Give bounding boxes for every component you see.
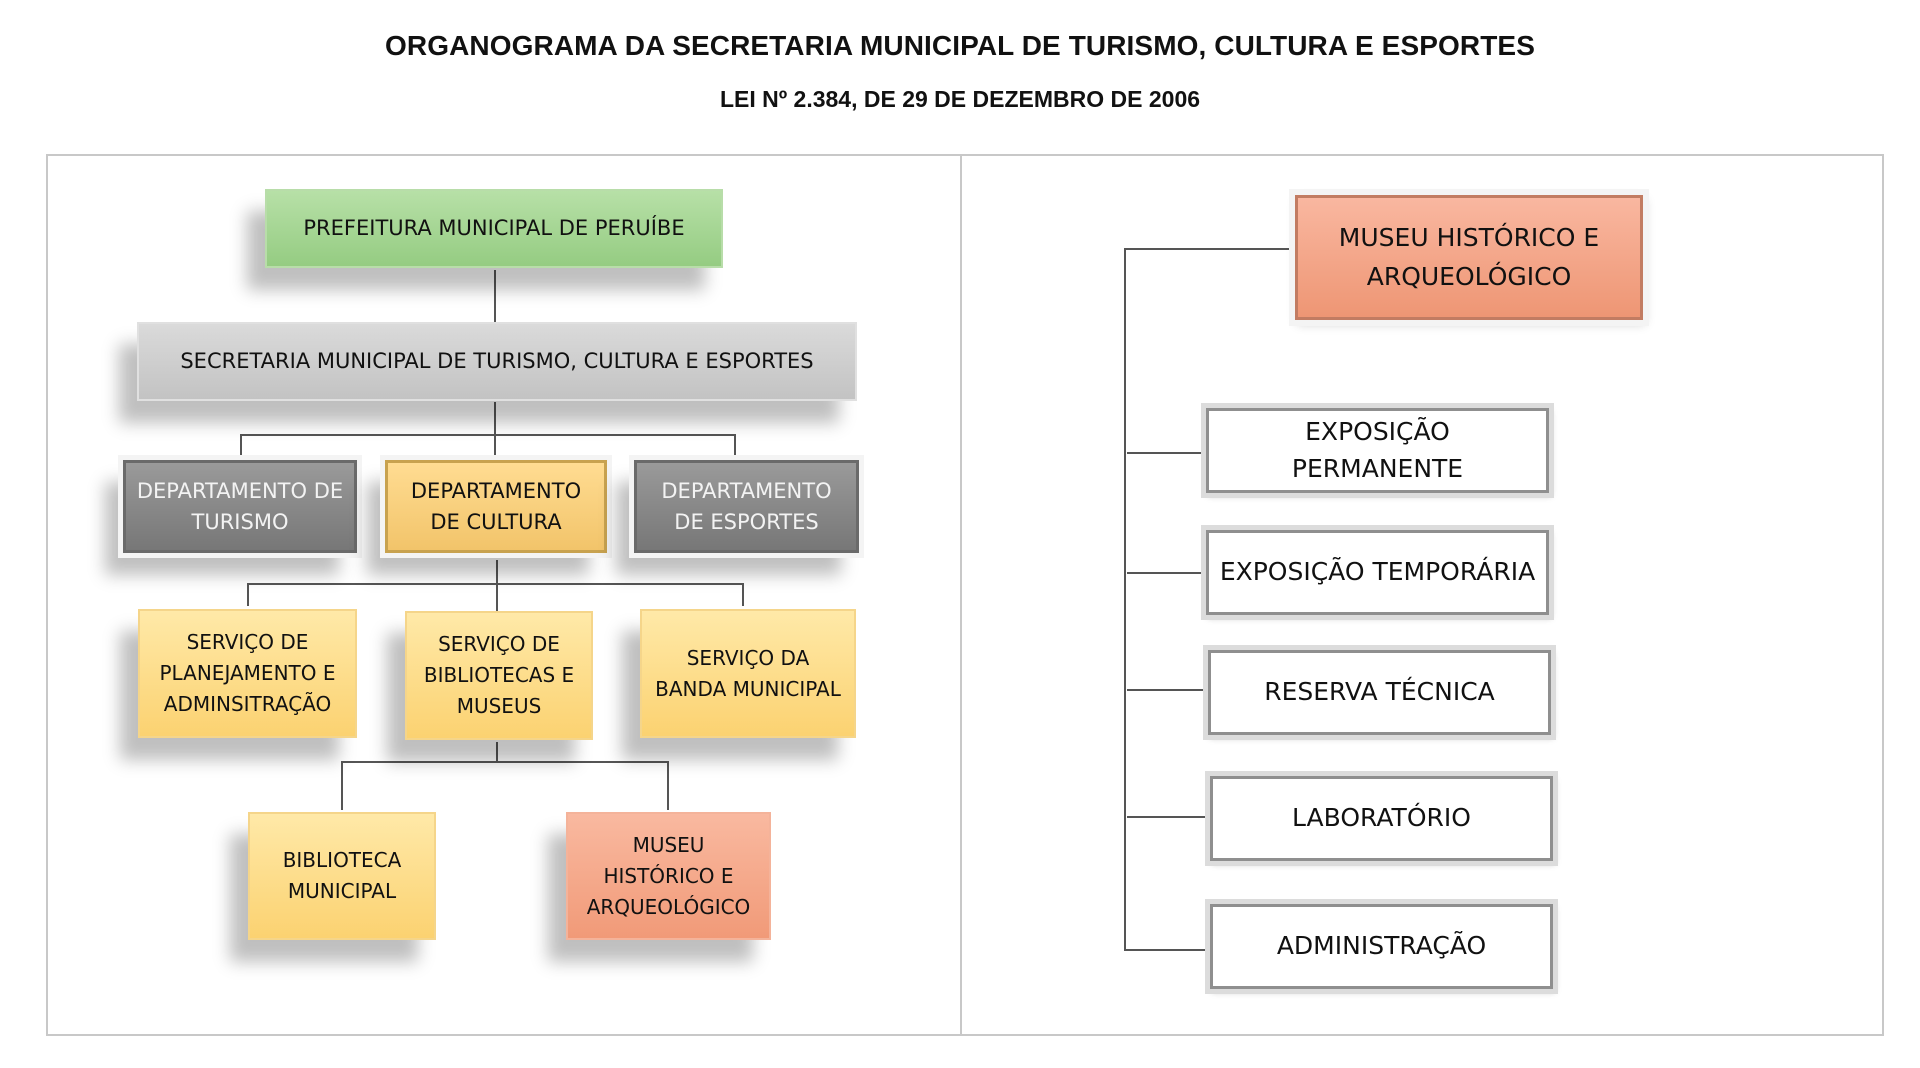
department-esportes-label: DEPARTAMENTO DE ESPORTES [661, 479, 832, 534]
section-exposicao-temporaria-label: EXPOSIÇÃO TEMPORÁRIA [1219, 557, 1536, 587]
section-laboratorio [1210, 776, 1553, 861]
page-title: ORGANOGRAMA DA SECRETARIA MUNICIPAL DE TURISMO, CULTURA E ESPORTES [385, 30, 1535, 61]
department-cultura-box [385, 460, 607, 553]
department-turismo-label: DEPARTAMENTO DE TURISMO [136, 479, 344, 534]
service-banda-box [640, 609, 856, 738]
museu-unit-box [566, 812, 771, 940]
secretaria-box [137, 322, 857, 401]
service-planejamento-box [138, 609, 357, 738]
section-reserva-tecnica [1208, 650, 1551, 735]
service-bibliotecas-label: SERVIÇO DE BIBLIOTECAS E MUSEUS [423, 632, 575, 718]
page-subtitle: LEI Nº 2.384, DE 29 DE DEZEMBRO DE 2006 [719, 86, 1201, 112]
biblioteca-label: BIBLIOTECA MUNICIPAL [282, 848, 402, 903]
museum-box [1295, 195, 1643, 320]
museum-label: MUSEU HISTÓRICO E ARQUEOLÓGICO [1338, 222, 1600, 291]
department-turismo-box [123, 460, 357, 553]
section-reserva-tecnica-label: RESERVA TÉCNICA [1264, 677, 1495, 707]
museu-unit-label: MUSEU HISTÓRICO E ARQUEOLÓGICO [586, 832, 751, 919]
service-banda-label: SERVIÇO DA BANDA MUNICIPAL [655, 645, 841, 701]
section-administracao-label: ADMINISTRAÇÃO [1276, 931, 1487, 961]
biblioteca-box [248, 812, 436, 940]
section-exposicao-permanente [1206, 408, 1549, 493]
department-esportes-box [634, 460, 859, 553]
section-laboratorio-label: LABORATÓRIO [1292, 803, 1471, 833]
section-exposicao-permanente-label: EXPOSIÇÃO PERMANENTE [1291, 417, 1464, 483]
department-cultura-label: DEPARTAMENTO DE CULTURA [410, 479, 582, 534]
prefeitura-label: PREFEITURA MUNICIPAL DE PERUÍBE [303, 216, 685, 241]
service-bibliotecas-box [405, 611, 593, 740]
section-administracao [1210, 904, 1553, 989]
prefeitura-box [265, 189, 723, 268]
section-exposicao-temporaria [1206, 530, 1549, 615]
secretaria-label: SECRETARIA MUNICIPAL DE TURISMO, CULTURA E ESPORTES [180, 349, 814, 374]
service-planejamento-label: SERVIÇO DE PLANEJAMENTO E ADMINSITRAÇÃO [159, 630, 336, 716]
